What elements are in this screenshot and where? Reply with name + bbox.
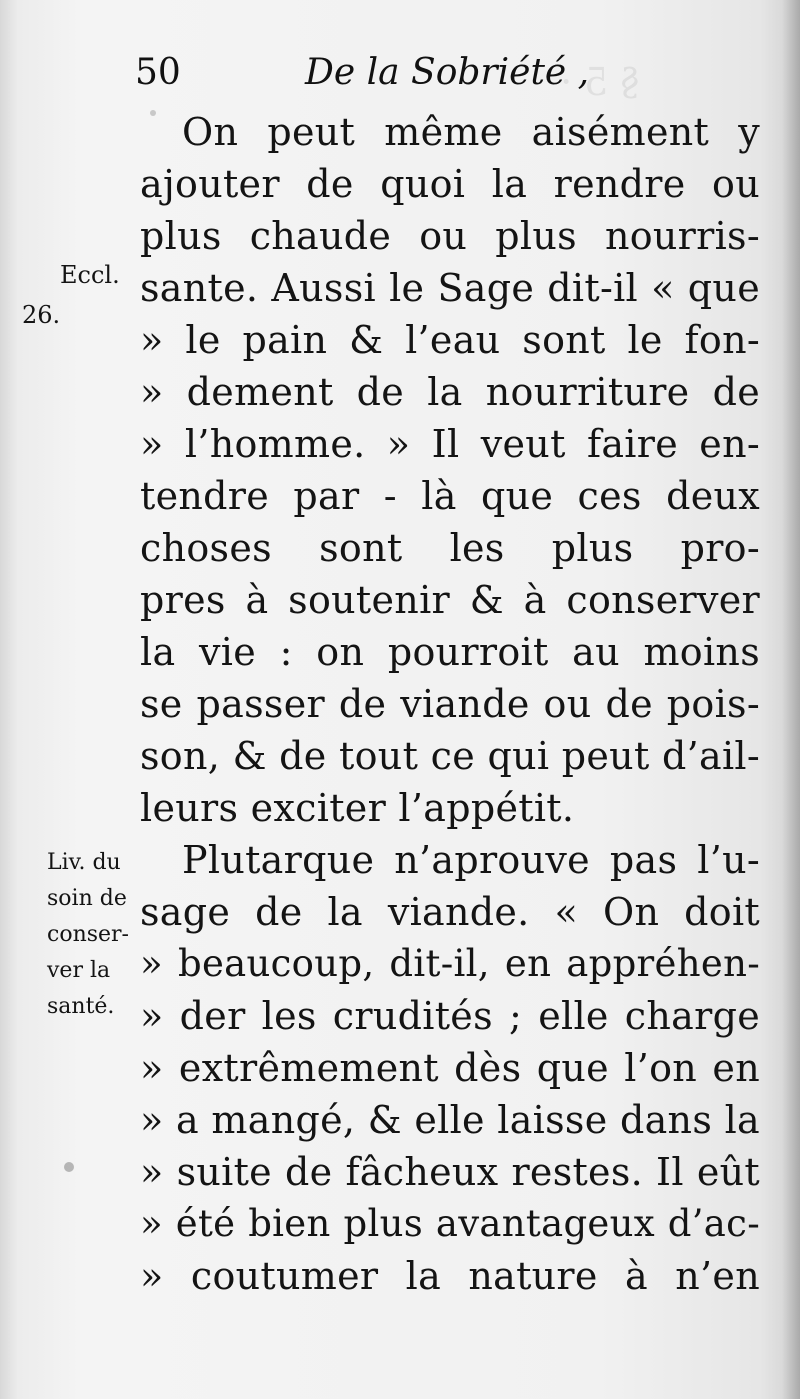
running-title: De la Sobriété , [305,52,590,93]
margin-note-plutarch-line-4: ver la [47,958,111,983]
text-line: » l’homme. » Il veut faire en- [140,422,760,466]
text-line: leurs exciter l’appétit. [140,786,575,830]
ink-spot [150,110,156,116]
text-line: ajouter de quoi la rendre ou [140,162,760,206]
margin-note-eccl-line-1: Eccl. [60,261,120,289]
text-line: » a mangé, & elle laisse dans la [140,1098,760,1142]
text-line: » extrêmement dès que l’on en [140,1046,760,1090]
page-edge-shadow [782,0,800,1399]
text-line: plus chaude ou plus nourris- [140,214,760,258]
text-line: se passer de viande ou de pois- [140,682,760,726]
text-line: » été bien plus avantageux d’ac- [140,1202,760,1245]
margin-note-plutarch-line-1: Liv. du [47,850,121,875]
text-line: » coutumer la nature à n’en [140,1254,760,1298]
margin-note-plutarch-line-3: conser- [47,922,129,947]
ink-spot [64,1162,74,1172]
text-line: tendre par - là que ces deux [140,474,760,518]
text-line: » der les crudités ; elle charge [140,994,760,1038]
text-line: » suite de fâcheux restes. Il eût [140,1150,760,1194]
text-line: » le pain & l’eau sont le fon- [140,318,760,362]
bleed-through-text: § 5 · [560,60,640,104]
text-line: pres à soutenir & à conserver [140,578,760,622]
margin-note-eccl-line-2: 26. [22,301,61,329]
text-line: son, & de tout ce qui peut d’ail- [140,734,760,778]
text-line: sage de la viande. « On doit [140,890,760,934]
text-line: » dement de la nourriture de [140,370,760,414]
margin-note-plutarch-line-2: soin de [47,886,127,911]
text-line: choses sont les plus pro- [140,526,760,570]
text-line: Plutarque n’aprouve pas l’u- [182,838,760,882]
page-number: 50 [135,52,181,93]
text-line: On peut même aisément y [182,110,760,154]
page-header [135,52,595,100]
text-line: la vie : on pourroit au moins [140,630,760,674]
text-line: » beaucoup, dit-il, en appréhen- [140,942,760,985]
text-line: sante. Aussi le Sage dit-il « que [140,266,760,310]
margin-note-plutarch-line-5: santé. [47,994,115,1019]
